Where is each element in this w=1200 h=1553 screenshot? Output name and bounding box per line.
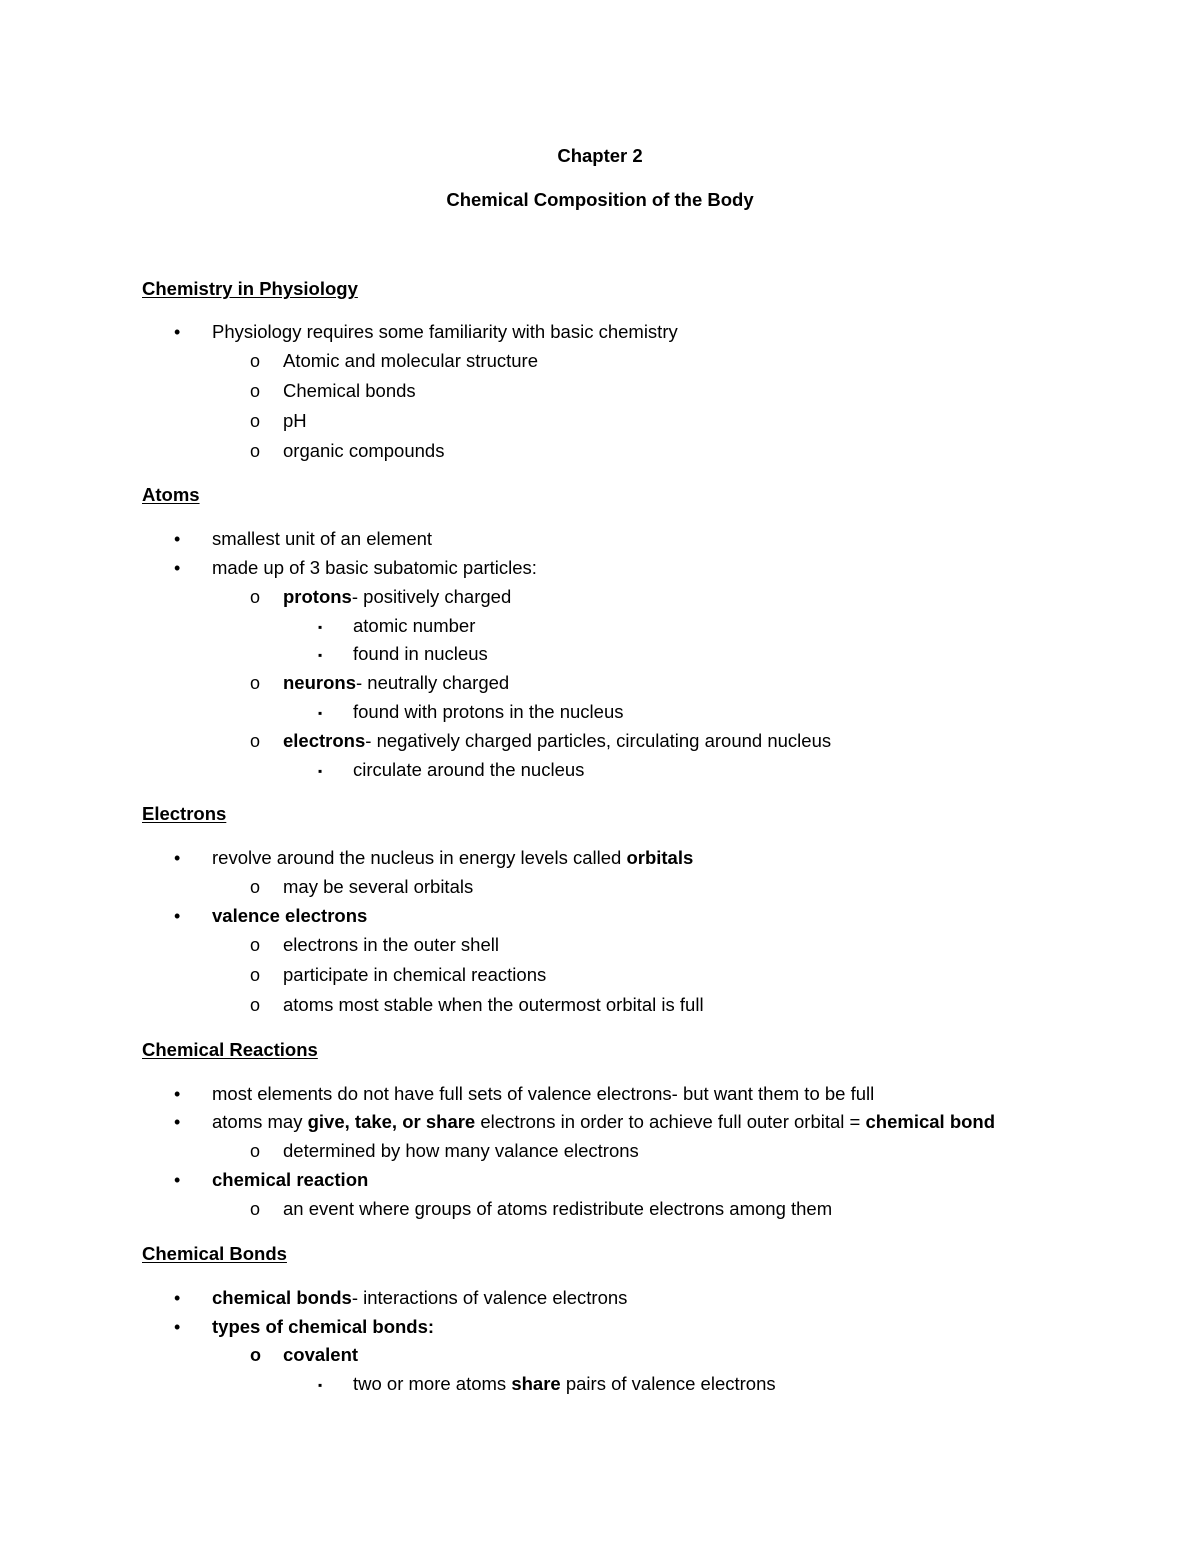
list-item: valence electrons [212, 905, 368, 926]
sub-bullet-marker: o [250, 877, 261, 897]
section-heading-electrons: Electrons [142, 803, 227, 824]
sub-list-item [283, 672, 509, 694]
sub-list-item: an event where groups of atoms redistribute electrons among them [283, 1198, 833, 1219]
reactions-text: atoms may [212, 1111, 308, 1132]
term-chemical-bonds: chemical bonds [212, 1287, 352, 1308]
sub-list-item: Atomic and molecular structure [283, 350, 538, 371]
sub-bullet-marker: o [250, 965, 261, 985]
sub-bullet-marker: o [250, 587, 261, 607]
sub-bullet-marker: o [250, 441, 261, 461]
chapter-title: Chapter 2 [557, 145, 643, 166]
list-item [212, 1111, 995, 1133]
sub-bullet-marker: o [250, 1199, 261, 1219]
list-item: types of chemical bonds: [212, 1316, 435, 1337]
sub-bullet-marker: o [250, 673, 261, 693]
orbitals-text: revolve around the nucleus in energy levels called [212, 847, 627, 868]
section-heading-bonds: Chemical Bonds [142, 1243, 287, 1264]
sub-sub-list-item: atomic number [353, 615, 476, 636]
bullet-marker: • [174, 529, 181, 549]
bullet-marker: • [174, 558, 181, 578]
section-heading-reactions: Chemical Reactions [142, 1039, 318, 1060]
list-item: most elements do not have full sets of valence electrons- but want them to be full [212, 1083, 875, 1104]
bullet-marker: • [174, 906, 181, 926]
sub-sub-bullet-marker: ▪ [318, 764, 323, 778]
protons-description: - positively charged [351, 586, 512, 607]
sub-sub-bullet-marker: ▪ [318, 648, 323, 662]
sub-sub-list-item [353, 1373, 776, 1395]
term-share: share [511, 1373, 561, 1394]
term-orbitals: orbitals [626, 847, 694, 868]
bullet-marker: • [174, 848, 181, 868]
sub-bullet-marker: o [250, 1345, 261, 1365]
sub-sub-list-item: found in nucleus [353, 643, 488, 664]
bullet-marker: • [174, 1084, 181, 1104]
document-subtitle: Chemical Composition of the Body [446, 189, 754, 210]
sub-list-item [283, 730, 831, 752]
sub-list-item: may be several orbitals [283, 876, 474, 897]
section-heading-atoms: Atoms [142, 484, 200, 505]
sub-bullet-marker: o [250, 935, 261, 955]
reactions-text: electrons in order to achieve full outer orbital = [475, 1111, 866, 1132]
sub-list-item: Chemical bonds [283, 380, 416, 401]
sub-list-item: covalent [283, 1344, 359, 1365]
sub-list-item [283, 586, 511, 608]
sub-bullet-marker: o [250, 1141, 261, 1161]
sub-bullet-marker: o [250, 995, 261, 1015]
sub-list-item: pH [283, 410, 307, 431]
sub-list-item: organic compounds [283, 440, 445, 461]
term-neurons: neurons [283, 672, 356, 693]
term-give-take-share: give, take, or share [307, 1111, 476, 1132]
bullet-marker: • [174, 1170, 181, 1190]
sub-bullet-marker: o [250, 351, 261, 371]
list-item: chemical reaction [212, 1169, 369, 1190]
bonds-description: - interactions of valence electrons [351, 1287, 628, 1308]
section-heading-physiology: Chemistry in Physiology [142, 278, 358, 299]
bullet-marker: • [174, 1288, 181, 1308]
sub-sub-bullet-marker: ▪ [318, 1378, 323, 1392]
list-item [212, 847, 693, 869]
covalent-text: pairs of valence electrons [560, 1373, 776, 1394]
sub-list-item: atoms most stable when the outermost orbital is full [283, 994, 704, 1015]
sub-list-item: participate in chemical reactions [283, 964, 547, 985]
sub-sub-list-item: circulate around the nucleus [353, 759, 585, 780]
list-item [212, 1287, 627, 1309]
sub-sub-list-item: found with protons in the nucleus [353, 701, 624, 722]
covalent-text: two or more atoms [353, 1373, 512, 1394]
sub-bullet-marker: o [250, 731, 261, 751]
list-item: made up of 3 basic subatomic particles: [212, 557, 537, 578]
term-protons: protons [283, 586, 352, 607]
bullet-marker: • [174, 1317, 181, 1337]
list-item: Physiology requires some familiarity with basic chemistry [212, 321, 678, 342]
sub-sub-bullet-marker: ▪ [318, 620, 323, 634]
term-chemical-bond: chemical bond [865, 1111, 996, 1132]
bullet-marker: • [174, 322, 181, 342]
sub-list-item: determined by how many valance electrons [283, 1140, 639, 1161]
term-electrons: electrons [283, 730, 366, 751]
sub-bullet-marker: o [250, 381, 261, 401]
list-item: smallest unit of an element [212, 528, 433, 549]
bullet-marker: • [174, 1112, 181, 1132]
neurons-description: - neutrally charged [355, 672, 510, 693]
electrons-description: - negatively charged particles, circulating around nucleus [365, 730, 832, 751]
sub-list-item: electrons in the outer shell [283, 934, 499, 955]
sub-bullet-marker: o [250, 411, 261, 431]
sub-sub-bullet-marker: ▪ [318, 706, 323, 720]
